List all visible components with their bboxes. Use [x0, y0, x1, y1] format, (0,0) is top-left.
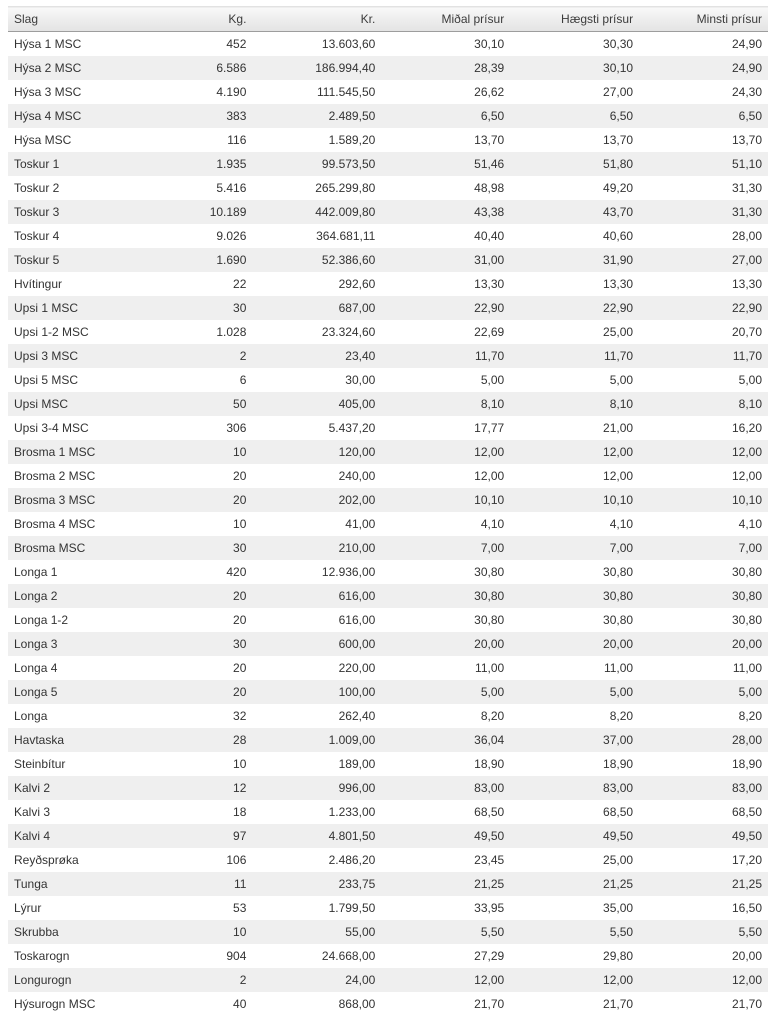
cell-kg: 11	[233, 876, 247, 891]
cell-kr: 99.573,50	[321, 156, 376, 171]
cell-haegsti-prisur: 68,50	[603, 804, 634, 819]
cell-kg: 5.416	[216, 180, 247, 195]
cell-haegsti-prisur: 22,90	[603, 300, 634, 315]
cell-kr: 442.009,80	[315, 204, 376, 219]
cell-midal-prisur: 21,70	[474, 996, 505, 1011]
cell-slag: Upsi 1 MSC	[14, 300, 79, 315]
cell-midal-prisur: 20,00	[474, 636, 505, 651]
cell-slag: Longa 4	[14, 660, 58, 675]
cell-slag: Kalvi 2	[14, 780, 51, 795]
cell-minsti-prisur: 18,90	[731, 756, 762, 771]
cell-kr: 111.545,50	[317, 84, 376, 99]
cell-minsti-prisur: 30,80	[731, 588, 762, 603]
cell-kg: 306	[226, 420, 247, 435]
cell-haegsti-prisur: 21,70	[603, 996, 634, 1011]
cell-minsti-prisur: 13,70	[731, 132, 762, 147]
cell-haegsti-prisur: 12,00	[603, 972, 634, 987]
cell-midal-prisur: 22,90	[474, 300, 505, 315]
cell-minsti-prisur: 30,80	[731, 612, 762, 627]
table-row	[8, 896, 768, 920]
cell-haegsti-prisur: 31,90	[603, 252, 634, 267]
cell-slag: Reyðsprøka	[14, 852, 79, 867]
cell-haegsti-prisur: 40,60	[603, 228, 634, 243]
cell-slag: Kalvi 3	[14, 804, 51, 819]
cell-midal-prisur: 30,80	[474, 564, 505, 579]
cell-slag: Kalvi 4	[14, 828, 51, 843]
table-row	[8, 296, 768, 320]
cell-haegsti-prisur: 12,00	[603, 468, 634, 483]
table-row	[8, 248, 768, 272]
table-row	[8, 320, 768, 344]
cell-slag: Brosma 3 MSC	[14, 492, 96, 507]
cell-slag: Longurogn	[14, 972, 72, 987]
cell-minsti-prisur: 5,00	[738, 372, 762, 387]
cell-midal-prisur: 6,50	[480, 108, 505, 123]
cell-kg: 12	[233, 780, 247, 795]
cell-slag: Toskur 2	[14, 180, 60, 195]
cell-slag: Upsi 3 MSC	[14, 348, 79, 363]
cell-haegsti-prisur: 21,00	[603, 420, 634, 435]
cell-minsti-prisur: 68,50	[731, 804, 762, 819]
cell-haegsti-prisur: 49,50	[603, 828, 634, 843]
cell-midal-prisur: 49,50	[474, 828, 505, 843]
cell-minsti-prisur: 24,90	[731, 36, 762, 51]
cell-kr: 52.386,60	[321, 252, 376, 267]
table-row	[8, 704, 768, 728]
table-row	[8, 128, 768, 152]
cell-kr: 55,00	[345, 924, 376, 939]
cell-kr: 5.437,20	[328, 420, 376, 435]
cell-midal-prisur: 23,45	[474, 852, 505, 867]
cell-midal-prisur: 36,04	[474, 732, 505, 747]
cell-kr: 600,00	[338, 636, 376, 651]
cell-haegsti-prisur: 30,30	[603, 36, 634, 51]
cell-kr: 265.299,80	[315, 180, 376, 195]
table-row	[8, 464, 768, 488]
table-row	[8, 968, 768, 992]
cell-kg: 20	[233, 612, 247, 627]
cell-haegsti-prisur: 5,50	[609, 924, 634, 939]
cell-minsti-prisur: 83,00	[731, 780, 762, 795]
cell-kg: 452	[226, 36, 247, 51]
cell-minsti-prisur: 12,00	[731, 444, 762, 459]
cell-kg: 10	[233, 516, 247, 531]
cell-slag: Toskur 3	[14, 204, 60, 219]
cell-midal-prisur: 27,29	[474, 948, 505, 963]
cell-kg: 20	[233, 468, 247, 483]
cell-kr: 24.668,00	[321, 948, 376, 963]
cell-midal-prisur: 22,69	[474, 324, 505, 339]
cell-minsti-prisur: 28,00	[731, 228, 762, 243]
table-row	[8, 920, 768, 944]
table-header-row	[8, 7, 768, 32]
cell-midal-prisur: 12,00	[474, 444, 505, 459]
cell-kg: 30	[233, 636, 247, 651]
cell-slag: Upsi 5 MSC	[14, 372, 79, 387]
cell-minsti-prisur: 13,30	[731, 276, 762, 291]
cell-haegsti-prisur: 6,50	[609, 108, 634, 123]
cell-midal-prisur: 13,70	[474, 132, 505, 147]
cell-minsti-prisur: 30,80	[731, 564, 762, 579]
cell-kr: 2.486,20	[328, 852, 376, 867]
cell-kg: 97	[233, 828, 247, 843]
cell-kr: 364.681,11	[316, 228, 376, 243]
column-header-kg: Kg.	[124, 7, 253, 32]
cell-midal-prisur: 17,77	[474, 420, 505, 435]
cell-haegsti-prisur: 20,00	[603, 636, 634, 651]
cell-minsti-prisur: 22,90	[731, 300, 762, 315]
cell-kg: 383	[226, 108, 247, 123]
cell-slag: Tunga	[14, 876, 48, 891]
cell-kg: 9.026	[216, 228, 247, 243]
cell-slag: Steinbítur	[14, 756, 66, 771]
cell-midal-prisur: 7,00	[480, 540, 505, 555]
cell-kr: 262,40	[338, 708, 376, 723]
cell-midal-prisur: 33,95	[474, 900, 505, 915]
cell-haegsti-prisur: 12,00	[603, 444, 634, 459]
table-row	[8, 56, 768, 80]
cell-minsti-prisur: 10,10	[731, 492, 762, 507]
cell-slag: Toskarogn	[14, 948, 70, 963]
cell-slag: Longa 1	[14, 564, 58, 579]
cell-kg: 904	[226, 948, 247, 963]
cell-kr: 405,00	[338, 396, 376, 411]
cell-slag: Hýsurogn MSC	[14, 996, 96, 1011]
cell-midal-prisur: 4,10	[480, 516, 505, 531]
cell-minsti-prisur: 12,00	[731, 468, 762, 483]
cell-haegsti-prisur: 4,10	[609, 516, 634, 531]
cell-minsti-prisur: 17,20	[731, 852, 762, 867]
cell-midal-prisur: 68,50	[474, 804, 505, 819]
cell-midal-prisur: 21,25	[474, 876, 505, 891]
cell-kg: 420	[226, 564, 247, 579]
cell-minsti-prisur: 7,00	[738, 540, 762, 555]
cell-midal-prisur: 5,00	[480, 684, 505, 699]
table-row	[8, 176, 768, 200]
cell-midal-prisur: 83,00	[474, 780, 505, 795]
table-row	[8, 656, 768, 680]
table-row	[8, 824, 768, 848]
cell-kg: 40	[233, 996, 247, 1011]
cell-kr: 1.799,50	[328, 900, 376, 915]
cell-midal-prisur: 48,98	[474, 180, 505, 195]
cell-kr: 189,00	[338, 756, 376, 771]
table-row	[8, 80, 768, 104]
cell-minsti-prisur: 16,50	[731, 900, 762, 915]
cell-kr: 2.489,50	[328, 108, 376, 123]
cell-minsti-prisur: 31,30	[731, 180, 762, 195]
cell-kr: 12.936,00	[321, 564, 376, 579]
cell-slag: Hýsa 3 MSC	[14, 84, 82, 99]
cell-slag: Hýsa 4 MSC	[14, 108, 82, 123]
cell-kr: 220,00	[338, 660, 376, 675]
cell-kr: 186.994,40	[315, 60, 376, 75]
table-row	[8, 776, 768, 800]
cell-haegsti-prisur: 51,80	[603, 156, 634, 171]
column-header-slag: Slag	[8, 7, 124, 32]
cell-kg: 1.028	[216, 324, 247, 339]
cell-kr: 210,00	[338, 540, 376, 555]
cell-midal-prisur: 40,40	[474, 228, 505, 243]
cell-kr: 687,00	[338, 300, 376, 315]
cell-slag: Upsi 1-2 MSC	[14, 324, 89, 339]
cell-kr: 1.589,20	[328, 132, 376, 147]
cell-haegsti-prisur: 43,70	[603, 204, 634, 219]
cell-kr: 1.009,00	[328, 732, 376, 747]
cell-kr: 240,00	[338, 468, 376, 483]
cell-haegsti-prisur: 30,10	[603, 60, 634, 75]
cell-minsti-prisur: 16,20	[731, 420, 762, 435]
cell-kg: 20	[233, 588, 247, 603]
table-row	[8, 608, 768, 632]
cell-haegsti-prisur: 11,00	[603, 660, 634, 675]
cell-kg: 20	[233, 660, 247, 675]
cell-haegsti-prisur: 7,00	[609, 540, 634, 555]
cell-midal-prisur: 13,30	[474, 276, 505, 291]
cell-midal-prisur: 12,00	[474, 972, 505, 987]
cell-minsti-prisur: 28,00	[731, 732, 762, 747]
cell-minsti-prisur: 12,00	[731, 972, 762, 987]
cell-kg: 10.189	[209, 204, 247, 219]
table-row	[8, 224, 768, 248]
cell-slag: Brosma 4 MSC	[14, 516, 96, 531]
table-row	[8, 584, 768, 608]
cell-minsti-prisur: 21,25	[731, 876, 762, 891]
cell-kg: 20	[233, 684, 247, 699]
table-row	[8, 944, 768, 968]
cell-midal-prisur: 30,10	[474, 36, 505, 51]
table-row	[8, 272, 768, 296]
cell-haegsti-prisur: 37,00	[603, 732, 634, 747]
cell-kr: 292,60	[338, 276, 376, 291]
cell-kg: 22	[233, 276, 247, 291]
cell-haegsti-prisur: 35,00	[603, 900, 634, 915]
cell-kg: 18	[233, 804, 247, 819]
cell-minsti-prisur: 8,20	[738, 708, 762, 723]
cell-minsti-prisur: 24,90	[731, 60, 762, 75]
cell-slag: Havtaska	[14, 732, 65, 747]
cell-kg: 116	[227, 132, 247, 147]
cell-slag: Brosma MSC	[14, 540, 86, 555]
table-row	[8, 752, 768, 776]
cell-midal-prisur: 5,00	[480, 372, 505, 387]
table-row	[8, 368, 768, 392]
table-row	[8, 872, 768, 896]
cell-kg: 106	[226, 852, 247, 867]
cell-kg: 50	[233, 396, 247, 411]
cell-kr: 4.801,50	[328, 828, 376, 843]
cell-minsti-prisur: 6,50	[738, 108, 762, 123]
cell-kr: 23.324,60	[321, 324, 376, 339]
cell-midal-prisur: 18,90	[474, 756, 505, 771]
cell-kr: 100,00	[338, 684, 376, 699]
cell-midal-prisur: 43,38	[474, 204, 505, 219]
column-header-midal-prisur: Miðal prísur	[381, 7, 510, 32]
cell-haegsti-prisur: 83,00	[603, 780, 634, 795]
cell-haegsti-prisur: 8,10	[609, 396, 634, 411]
cell-kg: 1.690	[216, 252, 247, 267]
cell-kg: 30	[233, 300, 247, 315]
cell-minsti-prisur: 49,50	[731, 828, 762, 843]
table-row	[8, 32, 768, 56]
cell-slag: Hýsa MSC	[14, 132, 72, 147]
cell-minsti-prisur: 11,00	[732, 660, 762, 675]
fish-price-table	[8, 6, 768, 1016]
table-row	[8, 200, 768, 224]
cell-minsti-prisur: 20,70	[731, 324, 762, 339]
cell-midal-prisur: 31,00	[474, 252, 505, 267]
cell-kr: 1.233,00	[328, 804, 376, 819]
cell-haegsti-prisur: 49,20	[603, 180, 634, 195]
cell-midal-prisur: 26,62	[474, 84, 505, 99]
cell-midal-prisur: 8,10	[480, 396, 505, 411]
table-row	[8, 680, 768, 704]
cell-kr: 41,00	[345, 516, 376, 531]
cell-midal-prisur: 28,39	[474, 60, 505, 75]
cell-slag: Hýsa 1 MSC	[14, 36, 82, 51]
cell-minsti-prisur: 4,10	[738, 516, 762, 531]
cell-midal-prisur: 5,50	[480, 924, 505, 939]
cell-haegsti-prisur: 25,00	[603, 324, 634, 339]
cell-kr: 30,00	[345, 372, 376, 387]
table-body	[8, 32, 768, 1016]
cell-haegsti-prisur: 13,70	[603, 132, 634, 147]
cell-kg: 2	[239, 972, 247, 987]
cell-minsti-prisur: 5,00	[738, 684, 762, 699]
cell-kg: 20	[233, 492, 247, 507]
table-row	[8, 848, 768, 872]
cell-haegsti-prisur: 30,80	[603, 564, 634, 579]
table-row	[8, 560, 768, 584]
cell-kr: 13.603,60	[321, 36, 376, 51]
cell-haegsti-prisur: 13,30	[603, 276, 634, 291]
cell-kg: 53	[233, 900, 247, 915]
cell-slag: Skrubba	[14, 924, 59, 939]
cell-midal-prisur: 10,10	[474, 492, 505, 507]
cell-slag: Upsi MSC	[14, 396, 69, 411]
cell-haegsti-prisur: 29,80	[603, 948, 634, 963]
cell-kg: 30	[233, 540, 247, 555]
cell-kg: 10	[233, 756, 247, 771]
cell-kg: 4.190	[216, 84, 247, 99]
table-row	[8, 344, 768, 368]
cell-minsti-prisur: 11,70	[732, 348, 762, 363]
cell-slag: Toskur 1	[14, 156, 60, 171]
cell-haegsti-prisur: 21,25	[603, 876, 634, 891]
cell-minsti-prisur: 31,30	[731, 204, 762, 219]
cell-minsti-prisur: 8,10	[738, 396, 762, 411]
cell-kg: 32	[233, 708, 247, 723]
cell-slag: Toskur 4	[14, 228, 60, 243]
cell-slag: Longa 5	[14, 684, 58, 699]
cell-midal-prisur: 8,20	[480, 708, 505, 723]
cell-minsti-prisur: 21,70	[731, 996, 762, 1011]
table-row	[8, 440, 768, 464]
cell-kr: 24,00	[345, 972, 376, 987]
table-row	[8, 152, 768, 176]
table-row	[8, 728, 768, 752]
cell-slag: Lýrur	[14, 900, 42, 915]
cell-slag: Longa 1-2	[14, 612, 69, 627]
column-header-haegsti-prisur: Hægsti prísur	[510, 7, 639, 32]
table-row	[8, 416, 768, 440]
cell-haegsti-prisur: 27,00	[603, 84, 634, 99]
cell-kg: 2	[239, 348, 247, 363]
cell-midal-prisur: 30,80	[474, 612, 505, 627]
cell-slag: Longa	[14, 708, 48, 723]
cell-haegsti-prisur: 11,70	[603, 348, 634, 363]
table-row	[8, 488, 768, 512]
cell-haegsti-prisur: 10,10	[603, 492, 634, 507]
table-row	[8, 392, 768, 416]
table-row	[8, 800, 768, 824]
cell-minsti-prisur: 20,00	[731, 636, 762, 651]
cell-haegsti-prisur: 30,80	[603, 612, 634, 627]
cell-midal-prisur: 30,80	[474, 588, 505, 603]
cell-slag: Longa 3	[14, 636, 58, 651]
cell-minsti-prisur: 20,00	[731, 948, 762, 963]
cell-midal-prisur: 12,00	[474, 468, 505, 483]
cell-slag: Longa 2	[14, 588, 58, 603]
cell-haegsti-prisur: 18,90	[603, 756, 634, 771]
cell-kr: 616,00	[338, 588, 376, 603]
cell-kr: 120,00	[338, 444, 376, 459]
cell-midal-prisur: 51,46	[474, 156, 505, 171]
cell-slag: Hvítingur	[14, 276, 63, 291]
cell-kg: 6	[239, 372, 247, 387]
table-row	[8, 104, 768, 128]
cell-slag: Upsi 3-4 MSC	[14, 420, 89, 435]
cell-midal-prisur: 11,70	[475, 348, 505, 363]
table-row	[8, 632, 768, 656]
table-row	[8, 512, 768, 536]
cell-haegsti-prisur: 8,20	[609, 708, 634, 723]
cell-kr: 996,00	[338, 780, 376, 795]
cell-slag: Brosma 1 MSC	[14, 444, 96, 459]
cell-slag: Toskur 5	[14, 252, 60, 267]
cell-haegsti-prisur: 5,00	[609, 372, 634, 387]
table-row	[8, 536, 768, 560]
column-header-minsti-prisur: Minsti prísur	[639, 7, 768, 32]
cell-minsti-prisur: 51,10	[731, 156, 762, 171]
cell-minsti-prisur: 24,30	[731, 84, 762, 99]
cell-kg: 1.935	[216, 156, 247, 171]
cell-midal-prisur: 11,00	[475, 660, 505, 675]
cell-haegsti-prisur: 5,00	[609, 684, 634, 699]
cell-kg: 10	[233, 924, 247, 939]
cell-haegsti-prisur: 30,80	[603, 588, 634, 603]
cell-haegsti-prisur: 25,00	[603, 852, 634, 867]
cell-kr: 868,00	[338, 996, 376, 1011]
cell-kr: 202,00	[338, 492, 376, 507]
cell-kg: 28	[233, 732, 247, 747]
cell-slag: Brosma 2 MSC	[14, 468, 96, 483]
cell-kg: 6.586	[216, 60, 247, 75]
cell-kr: 233,75	[338, 876, 376, 891]
table-header	[8, 7, 768, 32]
cell-minsti-prisur: 27,00	[731, 252, 762, 267]
cell-kr: 616,00	[338, 612, 376, 627]
cell-minsti-prisur: 5,50	[738, 924, 762, 939]
column-header-kr: Kr.	[252, 7, 381, 32]
cell-kg: 10	[233, 444, 247, 459]
table-row	[8, 992, 768, 1016]
cell-kr: 23,40	[345, 348, 376, 363]
cell-slag: Hýsa 2 MSC	[14, 60, 82, 75]
